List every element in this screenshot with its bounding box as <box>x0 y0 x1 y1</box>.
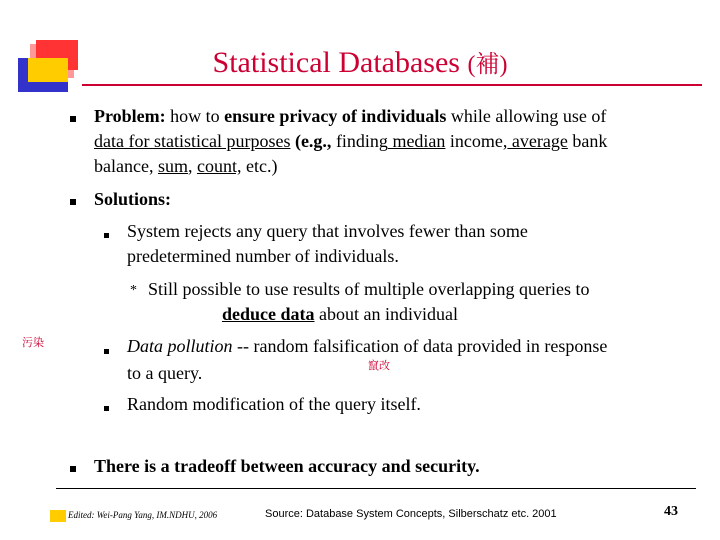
sol-1-line-2: predetermined number of individuals. <box>127 246 399 266</box>
bullet-tradeoff <box>70 466 76 472</box>
problem-balance: balance, <box>94 156 158 176</box>
bullet-sol-3 <box>104 406 109 411</box>
problem-line-3 <box>94 154 277 179</box>
annotation-pollution: 污染 <box>22 336 44 349</box>
sol-2-line-2: to a query. <box>127 363 203 383</box>
problem-etc: etc.) <box>241 156 278 176</box>
sol-1-line-1: System rejects any query that involves fewer than some <box>127 221 528 241</box>
problem-income: income, <box>445 131 508 151</box>
bullet-solutions <box>70 199 76 205</box>
problem-text-2: while allowing use of <box>446 106 607 126</box>
title-underline <box>82 84 702 86</box>
problem-line-1 <box>94 104 606 129</box>
star-line-2 <box>222 302 458 327</box>
problem-count: count, <box>196 156 242 176</box>
problem-median: median <box>387 131 446 151</box>
problem-bank: bank <box>567 131 608 151</box>
title-text: Statistical Databases <box>212 46 460 79</box>
bullet-sol-1 <box>104 233 109 238</box>
problem-finding: finding <box>335 131 388 151</box>
problem-text-1: how to <box>165 106 225 126</box>
footer-divider <box>56 488 696 489</box>
problem-comma: , <box>187 156 197 176</box>
bullet-problem <box>70 116 76 122</box>
star-line-1: Still possible to use results of multiple overlapping queries to <box>148 279 590 299</box>
star-line-2-rest: about an individual <box>314 304 458 324</box>
problem-label: Problem: <box>94 106 166 126</box>
slide-title <box>0 44 720 80</box>
problem-statistical-purposes: data for statistical purposes <box>94 131 291 151</box>
logo-bar-blue <box>18 82 68 92</box>
title-suffix: (補) <box>467 52 508 78</box>
footer-edited: Edited: Wei-Pang Yang, IM.NDHU, 2006 <box>68 510 218 520</box>
sol-3-line: Random modification of the query itself. <box>127 394 421 414</box>
tradeoff-line: There is a tradeoff between accuracy and security. <box>94 456 480 476</box>
star-marker: * <box>130 283 137 298</box>
solutions-label: Solutions: <box>94 189 172 209</box>
footer-source: Source: Database System Concepts, Silberschatz etc. 2001 <box>265 508 557 520</box>
sol-2-line-1 <box>127 334 607 359</box>
sol-2-rest: -- random falsification of data provided in response <box>232 336 608 356</box>
deduce-data: deduce data <box>222 304 315 324</box>
bullet-sol-2 <box>104 349 109 354</box>
problem-bold-1: ensure privacy of individuals <box>224 106 447 126</box>
problem-eg: (e.g., <box>290 131 336 151</box>
problem-sum: sum <box>157 156 188 176</box>
annotation-alter: 竄改 <box>368 359 390 372</box>
data-pollution-term: Data pollution <box>127 336 233 356</box>
page-number: 43 <box>664 504 678 519</box>
problem-line-2 <box>94 129 607 154</box>
footer-tag-marker <box>50 510 66 522</box>
problem-average: average <box>507 131 568 151</box>
